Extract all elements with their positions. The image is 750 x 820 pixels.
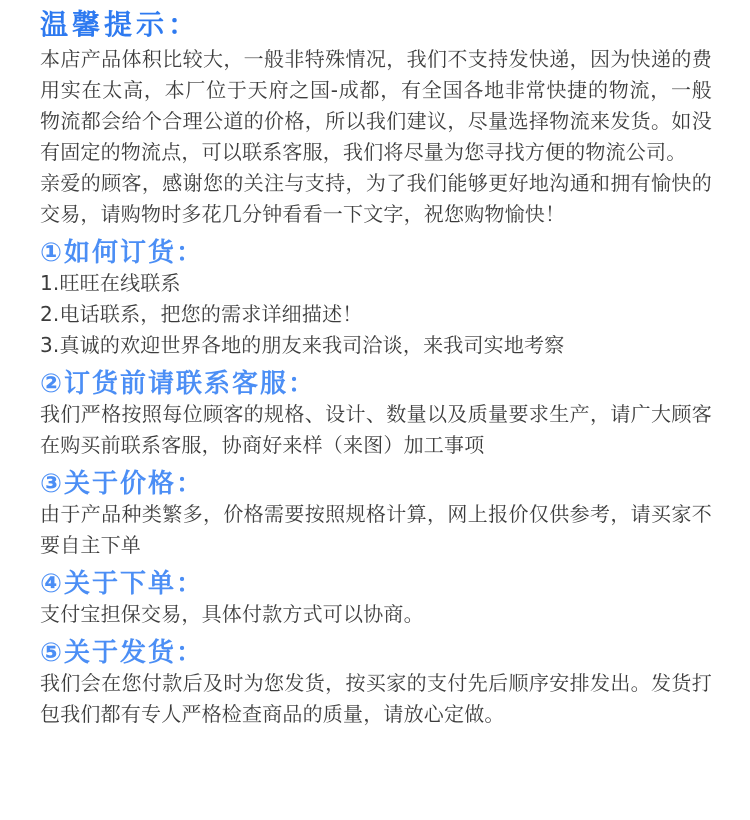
section-contact-before-order — [40, 369, 712, 461]
about-ordering-text: 支付宝担保交易，具体付款方式可以协商。 — [40, 602, 424, 626]
notice-title: 温馨提示： — [40, 8, 201, 41]
section-heading-about-shipping: ⑤关于发货： — [40, 638, 205, 668]
intro-paragraph-greeting: 亲爱的顾客，感谢您的关注与支持，为了我们能够更好地沟通和拥有愉快的交易，请购物时多花几分钟看看一下文字，祝您购物愉快！ — [40, 171, 712, 226]
section-about-price — [40, 469, 712, 561]
section-heading-contact-before-order: ②订货前请联系客服： — [40, 369, 317, 399]
contact-before-order-text: 我们严格按照每位顾客的规格、设计、数量以及质量要求生产，请广大顾客在购买前联系客服，协商好来样（来图）加工事项 — [40, 402, 712, 457]
order-method-item-3: 3.真诚的欢迎世界各地的朋友来我司洽谈，来我司实地考察 — [40, 333, 565, 357]
order-method-item-1: 1.旺旺在线联系 — [40, 271, 181, 295]
intro-block — [40, 44, 712, 230]
section-heading-how-to-order: ①如何订货： — [40, 238, 205, 268]
section-heading-about-ordering: ④关于下单： — [40, 569, 205, 599]
section-about-shipping — [40, 638, 712, 730]
section-how-to-order — [40, 238, 712, 361]
section-about-ordering — [40, 569, 712, 630]
about-shipping-text: 我们会在您付款后及时为您发货，按买家的支付先后顺序安排发出。发货打包我们都有专人严格检查商品的质量，请放心定做。 — [40, 671, 712, 726]
order-method-item-2: 2.电话联系，把您的需求详细描述！ — [40, 302, 363, 326]
intro-paragraph-shipping: 本店产品体积比较大，一般非特殊情况，我们不支持发快递，因为快递的费用实在太高，本厂位于天府之国-成都，有全国各地非常快捷的物流，一般物流都会给个合理公道的价格，所以我们建议，尽量选择物流来发货。如没有固定的物流点，可以联系客服，我们将尽量为您寻找方便的物流公司。 — [40, 47, 712, 164]
section-heading-about-price: ③关于价格： — [40, 469, 205, 499]
about-price-text: 由于产品种类繁多，价格需要按照规格计算，网上报价仅供参考，请买家不要自主下单 — [40, 502, 712, 557]
